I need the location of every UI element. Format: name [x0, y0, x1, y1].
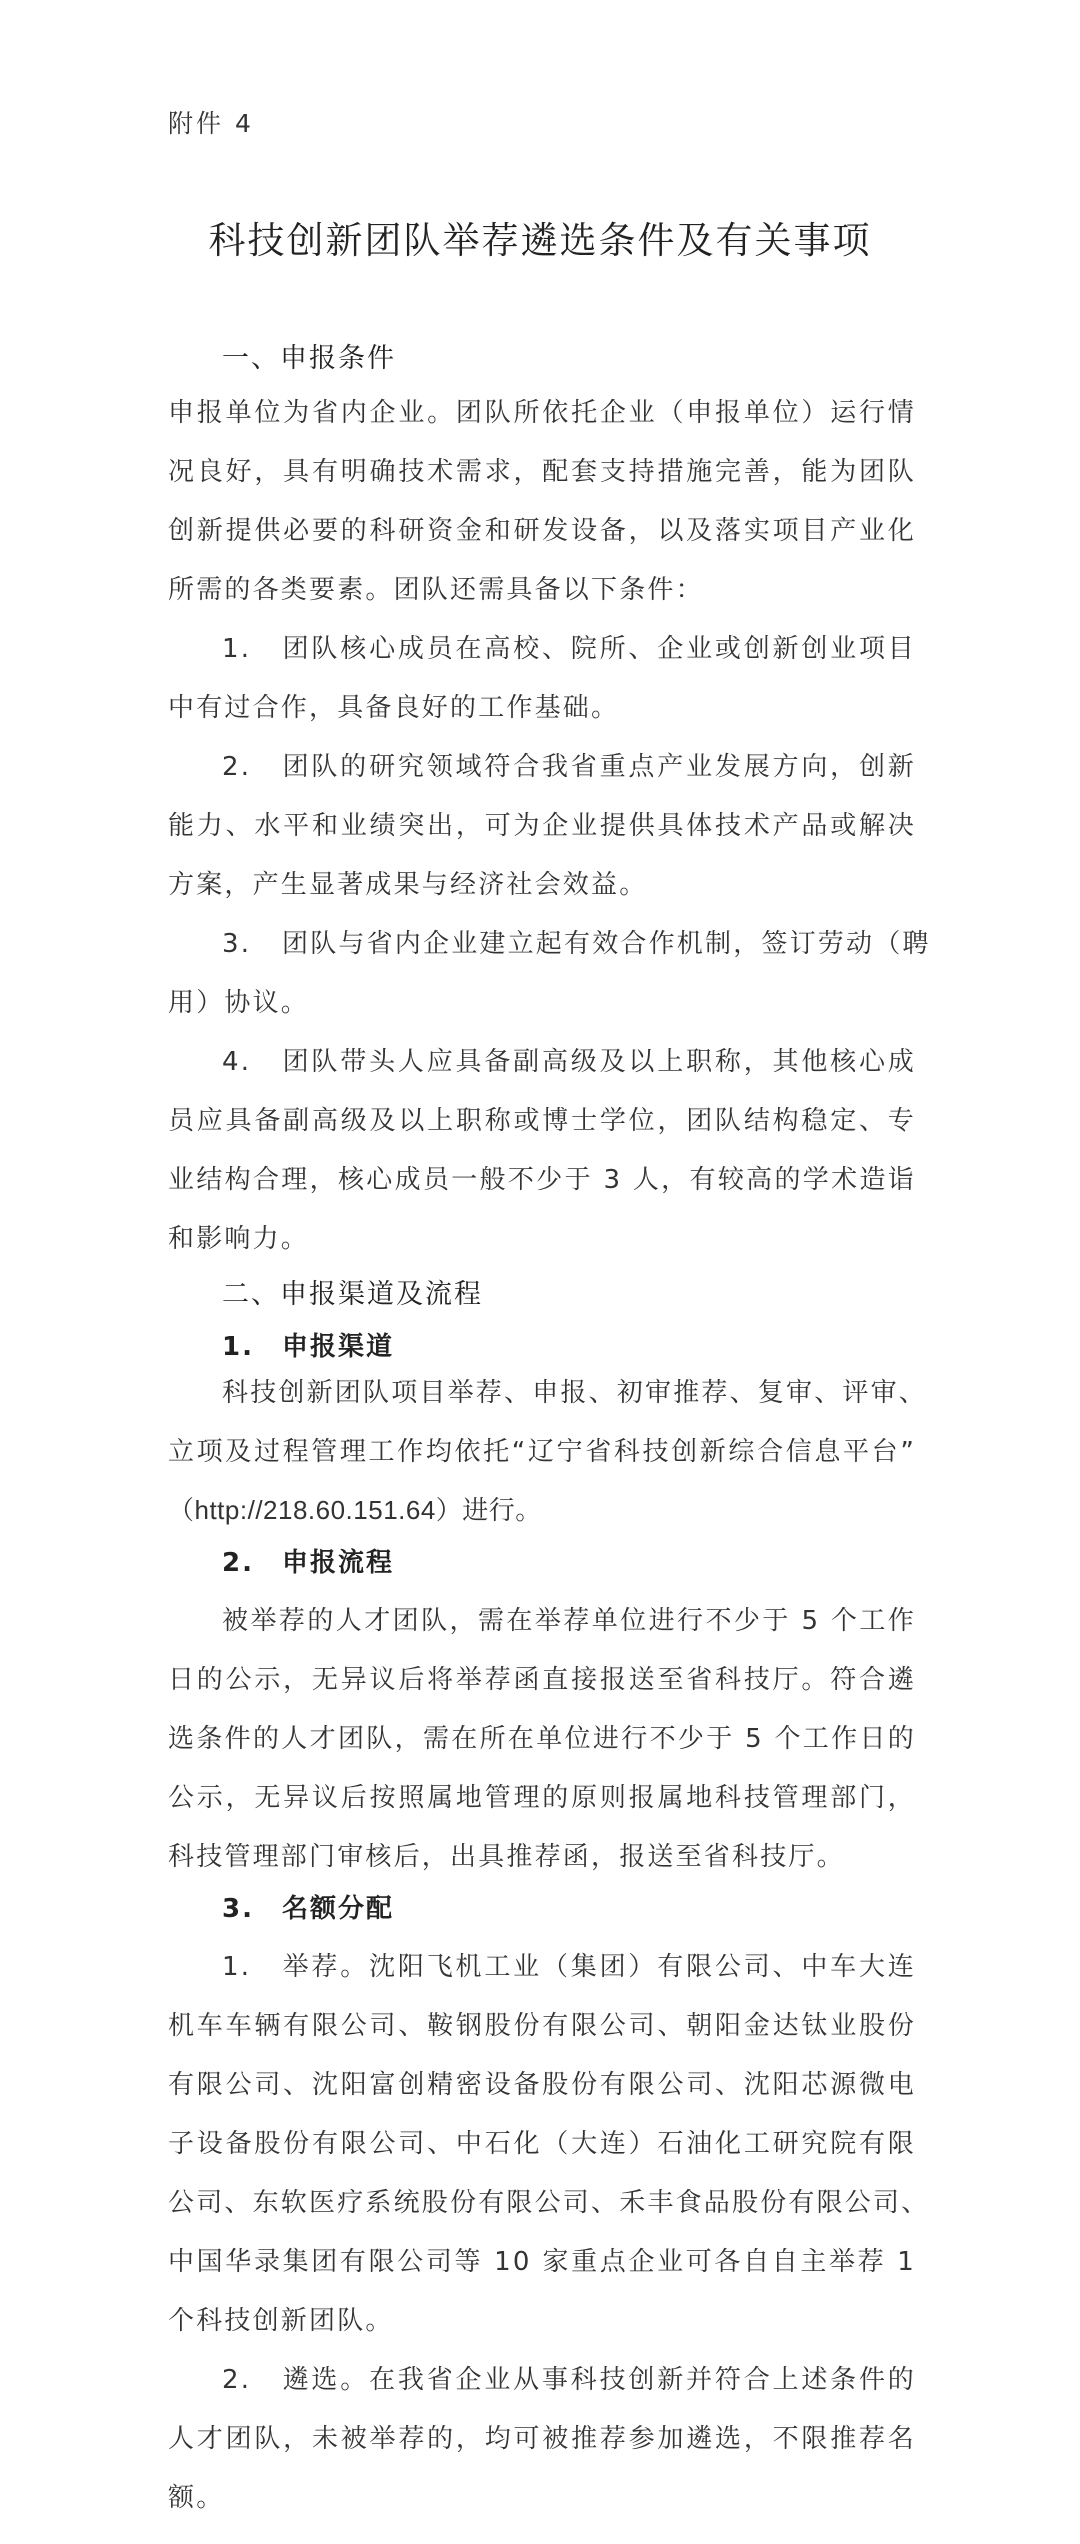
quota-item-2-cont: 额。: [168, 2483, 225, 2513]
section1-item-4: [222, 1041, 916, 1078]
item-text: 遴选。在我省企业从事科技创新并符合上述条件的: [282, 2365, 916, 2395]
subsection-number: 2.: [222, 1548, 254, 1578]
quota-item-1-cont: 子设备股份有限公司、中石化（大连）石油化工研究院有限: [168, 2129, 916, 2159]
quota-item-1-cont: 公司、东软医疗系统股份有限公司、禾丰食品股份有限公司、: [168, 2188, 930, 2218]
section1-intro-line: 创新提供必要的科研资金和研发设备，以及落实项目产业化: [168, 516, 916, 546]
platform-url-line: （http://218.60.151.64）进行。: [168, 1495, 542, 1525]
section1-item-4-cont: 和影响力。: [168, 1224, 310, 1254]
process-line: 科技管理部门审核后，出具推荐函，报送至省科技厅。: [168, 1842, 845, 1872]
section1-item-2: [222, 746, 916, 783]
subsection-heading-process: [222, 1542, 394, 1579]
quota-item-1-cont: 有限公司、沈阳富创精密设备股份有限公司、沈阳芯源微电: [168, 2070, 916, 2100]
subsection-number: 1.: [222, 1332, 254, 1362]
subsection-label: 申报流程: [282, 1548, 395, 1578]
section1-item-2-cont: 方案，产生显著成果与经济社会效益。: [168, 870, 648, 900]
section1-heading: 一、申报条件: [222, 343, 396, 374]
item-number: 2.: [222, 752, 252, 782]
subsection-heading-channel: [222, 1326, 394, 1363]
section1-item-3-cont: 用）协议。: [168, 988, 310, 1018]
process-line: 被举荐的人才团队，需在举荐单位进行不少于 5 个工作: [222, 1606, 916, 1636]
item-text: 团队的研究领域符合我省重点产业发展方向，创新: [282, 752, 916, 782]
item-number: 2.: [222, 2365, 252, 2395]
section1-item-1-cont: 中有过合作，具备良好的工作基础。: [168, 693, 620, 723]
subsection-label: 名额分配: [282, 1894, 395, 1924]
page-title: 科技创新团队举荐遴选条件及有关事项: [208, 219, 872, 262]
section1-intro-line: 申报单位为省内企业。团队所依托企业（申报单位）运行情: [168, 398, 916, 428]
section1-intro-line: 所需的各类要素。团队还需具备以下条件：: [168, 575, 704, 605]
channel-line: 科技创新团队项目举荐、申报、初审推荐、复审、评审、: [222, 1378, 928, 1408]
attachment-label: 附件 4: [168, 109, 254, 138]
channel-line: 立项及过程管理工作均依托“辽宁省科技创新综合信息平台”: [168, 1437, 916, 1467]
section1-item-1: [222, 628, 916, 665]
subsection-number: 3.: [222, 1894, 254, 1924]
section1-item-4-cont: 员应具备副高级及以上职称或博士学位，团队结构稳定、专: [168, 1106, 916, 1136]
item-text: 团队核心成员在高校、院所、企业或创新创业项目: [282, 634, 916, 664]
section1-intro-line: 况良好，具有明确技术需求，配套支持措施完善，能为团队: [168, 457, 916, 487]
item-number: 4.: [222, 1047, 252, 1077]
quota-item-1-cont: 个科技创新团队。: [168, 2306, 394, 2336]
process-line: 日的公示，无异议后将举荐函直接报送至省科技厅。符合遴: [168, 1665, 916, 1695]
item-text: 团队与省内企业建立起有效合作机制，签订劳动（聘: [282, 929, 931, 959]
section1-item-2-cont: 能力、水平和业绩突出，可为企业提供具体技术产品或解决: [168, 811, 916, 841]
quota-item-1-cont: 机车车辆有限公司、鞍钢股份有限公司、朝阳金达钛业股份: [168, 2011, 916, 2041]
item-text: 团队带头人应具备副高级及以上职称，其他核心成: [282, 1047, 916, 1077]
item-number: 1.: [222, 1952, 252, 1982]
quota-item-1: [222, 1946, 916, 1983]
quota-item-2: [222, 2359, 916, 2396]
section2-heading: 二、申报渠道及流程: [222, 1279, 483, 1310]
subsection-label: 申报渠道: [282, 1332, 395, 1362]
section1-item-3: [222, 923, 931, 960]
item-number: 1.: [222, 634, 252, 664]
item-text: 举荐。沈阳飞机工业（集团）有限公司、中车大连: [282, 1952, 916, 1982]
section1-item-4-cont: 业结构合理，核心成员一般不少于 3 人，有较高的学术造诣: [168, 1165, 916, 1195]
process-line: 公示，无异议后按照属地管理的原则报属地科技管理部门，: [168, 1783, 916, 1813]
item-number: 3.: [222, 929, 252, 959]
subsection-heading-quota: [222, 1888, 394, 1925]
quota-item-2-cont: 人才团队，未被举荐的，均可被推荐参加遴选，不限推荐名: [168, 2424, 916, 2454]
quota-item-1-cont: 中国华录集团有限公司等 10 家重点企业可各自自主举荐 1: [168, 2247, 916, 2277]
process-line: 选条件的人才团队，需在所在单位进行不少于 5 个工作日的: [168, 1724, 916, 1754]
